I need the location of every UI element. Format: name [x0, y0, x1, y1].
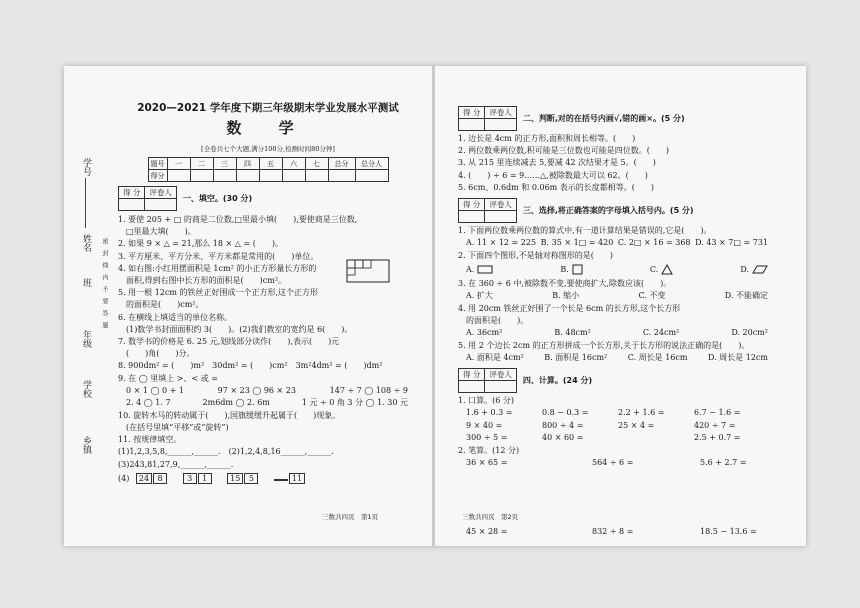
question-line: 2. 如果 9 × △ = 21,那么 18 × △ = ( )。 [118, 239, 283, 249]
compare-row [118, 385, 418, 398]
compare-item: 147 ÷ 7 ◯ 108 ÷ 9 [329, 385, 408, 395]
question-line: □里最大填( )。 [118, 227, 196, 237]
section-2-title: 二、判断,对的在括号内画√,错的画×。(5 分) [522, 114, 685, 123]
score-cell[interactable] [167, 170, 190, 182]
oral-item: 420 ÷ 7 = [694, 420, 736, 430]
oral-row [458, 407, 778, 420]
score-cell: 七 [305, 158, 328, 170]
option: C. 周长是 16cm [627, 352, 688, 362]
score-input[interactable] [459, 211, 485, 223]
score-input[interactable] [119, 199, 145, 211]
question-4-block [118, 263, 418, 287]
subject-heading: 数 学 [226, 119, 310, 137]
question-line: 3. 平方厘米、平方分米、平方米都是常用的( )单位。 [118, 251, 319, 261]
oral-item: 9 × 40 = [466, 420, 503, 430]
name-label: 姓名 [81, 234, 91, 252]
score-cell[interactable] [328, 170, 355, 182]
option: D. 周长是 12cm [707, 352, 768, 362]
school-label: 学校 [81, 380, 91, 398]
grader-input[interactable] [485, 381, 517, 393]
section-4-header [458, 368, 778, 393]
question-line: 10. 旋转木马的转动属于( ),国旗缓缓升起属于( )现象。 [118, 410, 341, 420]
section-2-header [458, 106, 778, 131]
written-item: 5.6 + 2.7 = [700, 458, 747, 468]
question-line: 4. 如右图:小红用摆面积是 1cm² 的小正方形量长方形的 [118, 263, 317, 273]
section-3-title: 三、选择,将正确答案的字母填入括号内。(5 分) [522, 206, 694, 216]
option: A. 扩大 [466, 291, 493, 301]
written-item: 36 × 65 = [466, 458, 508, 468]
score-cell[interactable] [282, 170, 305, 182]
question-line: 11. 按规律填空。 [118, 435, 182, 445]
township-label: 乡镇 [81, 436, 91, 454]
written-item: 45 × 28 = [466, 526, 508, 536]
option: B. [560, 264, 569, 274]
score-cell: 得分 [148, 170, 167, 182]
grader-label: 评卷人 [485, 199, 517, 211]
oral-row [458, 432, 778, 445]
written-calc-heading: 2. 笔算。(12 分) [458, 445, 520, 455]
score-cell[interactable] [236, 170, 259, 182]
grade-label: 年级 [81, 330, 91, 348]
page-fold [432, 66, 435, 546]
binding-strip [72, 118, 118, 478]
grader-box [118, 186, 177, 211]
pattern-boxes-row [118, 473, 418, 485]
grader-label: 评卷人 [485, 107, 517, 119]
option: B. 48cm² [554, 328, 591, 338]
oral-item [618, 432, 694, 445]
exam-title: 2020—2021 学年度下期三年级期末学业发展水平测试 [137, 102, 399, 114]
score-input[interactable] [459, 119, 485, 131]
score-input[interactable] [459, 381, 485, 393]
section-4-title: 四、计算。(24 分) [522, 376, 593, 386]
oral-item: 800 ÷ 4 = [542, 420, 584, 430]
square-shape-icon [572, 264, 583, 275]
rectangle-shape-icon [477, 265, 493, 274]
option: C. [649, 264, 659, 274]
question-line: 8. 900dm² = ( )m² 30dm² = ( )cm² 3m²4dm² = ( )dm² [118, 361, 383, 371]
option: D. 20cm² [731, 328, 768, 338]
oral-item: 300 ÷ 5 = [466, 433, 508, 443]
pattern-box: 11 [289, 473, 305, 484]
grader-input[interactable] [145, 199, 177, 211]
question-line: 5. 用一根 12cm 的铁丝正好围成一个正方形,这个正方形 [118, 288, 319, 298]
oral-item: 6.7 − 1.6 = [694, 408, 741, 418]
pattern-box: 1 [198, 473, 212, 484]
grader-input[interactable] [485, 211, 517, 223]
score-cell[interactable] [213, 170, 236, 182]
question-line: (1)数学书封面面积约 3( )。(2)我们教室的宽约是 6( )。 [118, 324, 353, 334]
score-cell[interactable] [190, 170, 213, 182]
option: B. 缩小 [552, 291, 580, 301]
compare-item: 2. 4 ◯ 1. 7 [126, 398, 171, 408]
oral-row [458, 420, 778, 433]
grader-label: 评卷人 [485, 369, 517, 381]
left-page-footer: 三数共四页 第1页 [322, 513, 379, 521]
grader-box [458, 106, 517, 131]
section-1-questions [118, 214, 418, 485]
question-line: 1. 下面两位数乘两位数的算式中,有一道计算结果是错误的,它是( )。 [458, 226, 712, 236]
triangle-shape-icon [661, 264, 673, 275]
pattern-box: 5 [244, 473, 258, 484]
pattern-box: 8 [153, 473, 167, 484]
question-line: (在括号里填“平移”或“旋转”) [118, 423, 229, 433]
options-row [458, 237, 778, 250]
grader-box [458, 368, 517, 393]
question-line: 2. 两位数乘两位数,积可能是三位数也可能是四位数。( ) [458, 146, 669, 156]
options-row [458, 262, 778, 278]
option: B. 面积是 16cm² [544, 352, 608, 362]
question-line: 7. 数学书的价格是 6. 25 元,划线部分读作( ),表示( )元 [118, 337, 340, 347]
option: D. 不能确定 [724, 291, 768, 301]
score-cell: 五 [259, 158, 282, 170]
oral-item: 40 × 60 = [542, 433, 584, 443]
question-line: 9. 在 ◯ 里填上 >、< 或 = [118, 373, 218, 383]
option: D. 43 × 7□ = 731 [695, 238, 768, 248]
score-label: 得 分 [459, 199, 485, 211]
pattern-box-blank[interactable] [274, 479, 288, 481]
pattern-label: (4) [118, 473, 130, 483]
score-cell: 总分 [328, 158, 355, 170]
option: A. [466, 264, 475, 274]
option: B. 35 × 1□ = 420 [540, 238, 614, 248]
oral-calc-heading: 1. 口算。(6 分) [458, 396, 515, 406]
compare-row [118, 397, 418, 410]
score-cell: 一 [167, 158, 190, 170]
question-line: (3)243,81,27,9,______,______. [118, 459, 234, 469]
score-cell[interactable] [305, 170, 328, 182]
score-cell: 总分人 [355, 158, 388, 170]
exam-note: [全卷共七个大题,满分100分,检测时间80分钟] [201, 145, 335, 153]
question-line: 3. 从 215 里连续减去 5,要减 42 次结果才是 5。( ) [458, 158, 656, 168]
score-label: 得 分 [119, 187, 145, 199]
section-2-questions [458, 133, 778, 194]
score-table [148, 157, 389, 182]
question-line: 面积,得到右图中长方形的面积是( )cm²。 [118, 276, 287, 286]
seal-line-note: 密 封 线 内 不 要 答 题 [101, 238, 108, 328]
grid-rectangle-figure [346, 259, 390, 283]
score-cell: 六 [282, 158, 305, 170]
options-row [458, 352, 778, 365]
written-row [458, 457, 778, 470]
question-line: 1. 要使 205 + □ 的商是二位数,□里最小填( ),要使商是三位数, [118, 215, 358, 224]
section-1-title: 一、填空。(30 分) [182, 194, 253, 203]
pattern-box: 3 [183, 473, 197, 484]
question-line: 4. ( ) ÷ 6 = 9……△,被除数最大可以 62。( ) [458, 170, 648, 180]
grader-label: 评卷人 [145, 187, 177, 199]
option: A. 面积是 4cm² [466, 352, 524, 362]
question-line: 3. 在 360 ÷ 6 中,被除数不变,要使商扩大,除数应该( )。 [458, 278, 672, 288]
right-page [458, 100, 778, 540]
section-3-questions [458, 225, 778, 364]
question-line: 2. 下面四个图形,不是轴对称图形的是( ) [458, 250, 613, 260]
score-label: 得 分 [459, 107, 485, 119]
pattern-box: 24 [136, 473, 152, 484]
score-cell[interactable] [355, 170, 388, 182]
option: C. 2□ × 16 = 368 [617, 238, 691, 248]
section-1-header [118, 186, 418, 211]
question-line: 5. 用 2 个边长 2cm 的正方形拼成一个长方形,关于长方形的说法正确的是( )。 [458, 340, 750, 350]
options-row [458, 290, 778, 303]
class-label: 班 [81, 278, 91, 287]
question-line: 1. 边长是 4cm 的正方形,面积和周长相等。( ) [458, 134, 636, 143]
score-cell: 三 [213, 158, 236, 170]
score-label: 得 分 [459, 369, 485, 381]
question-line: 的面积是( )cm²。 [118, 300, 204, 310]
right-page-footer: 三数共四页 第2页 [462, 513, 519, 521]
compare-item: 2m6dm ◯ 2. 6m [202, 398, 270, 408]
oral-item: 1.6 + 0.3 = [466, 408, 513, 418]
question-line: ( )角( )分。 [118, 349, 195, 359]
score-cell: 二 [190, 158, 213, 170]
grader-input[interactable] [485, 119, 517, 131]
pattern-box: 15 [227, 473, 243, 484]
left-page [118, 100, 418, 540]
written-item: 564 ÷ 6 = [592, 458, 634, 468]
oral-item: 2.2 + 1.6 = [618, 408, 665, 418]
options-row [458, 327, 778, 340]
parallelogram-shape-icon [752, 265, 768, 274]
written-item: 18.5 − 13.6 = [700, 526, 757, 536]
oral-item: 0.8 − 0.3 = [542, 408, 589, 418]
binding-line [85, 178, 86, 228]
compare-item: 97 × 23 ◯ 96 × 23 [217, 385, 296, 395]
oral-item: 2.5 + 0.7 = [694, 433, 741, 443]
score-cell: 四 [236, 158, 259, 170]
score-table-score-row [148, 170, 388, 182]
option: C. 不变 [638, 291, 666, 301]
oral-item: 25 × 4 = [618, 420, 655, 430]
section-3-header [458, 198, 778, 223]
question-line: 4. 用 20cm 铁丝正好围了一个长是 6cm 的长方形,这个长方形 [458, 303, 681, 313]
question-line: 5. 6cm、0.6dm 和 0.06m 表示的长度都相等。( ) [458, 182, 655, 192]
score-table-header-row [148, 158, 388, 170]
question-line: 的面积是( )。 [458, 315, 529, 325]
grader-box [458, 198, 517, 223]
student-number-label: 学号 [81, 158, 91, 176]
option: C. 24cm² [642, 328, 680, 338]
option: A. 11 × 12 = 225 [466, 238, 537, 248]
compare-item: 0 × 1 ◯ 0 + 1 [126, 385, 184, 395]
score-cell[interactable] [259, 170, 282, 182]
written-item: 832 ÷ 8 = [592, 526, 634, 536]
question-line: (1)1,2,3,5,8,______,______. (2)1,2,4,8,16______,______. [118, 447, 334, 457]
written-row [458, 526, 778, 539]
question-line: 6. 在横线上填适当的单位名称。 [118, 312, 233, 322]
option: D. [740, 264, 749, 274]
score-cell: 题号 [148, 158, 167, 170]
option: A. 36cm² [466, 328, 503, 338]
compare-item: 1 元 ÷ 0 角 3 分 ◯ 1. 30 元 [301, 398, 408, 408]
